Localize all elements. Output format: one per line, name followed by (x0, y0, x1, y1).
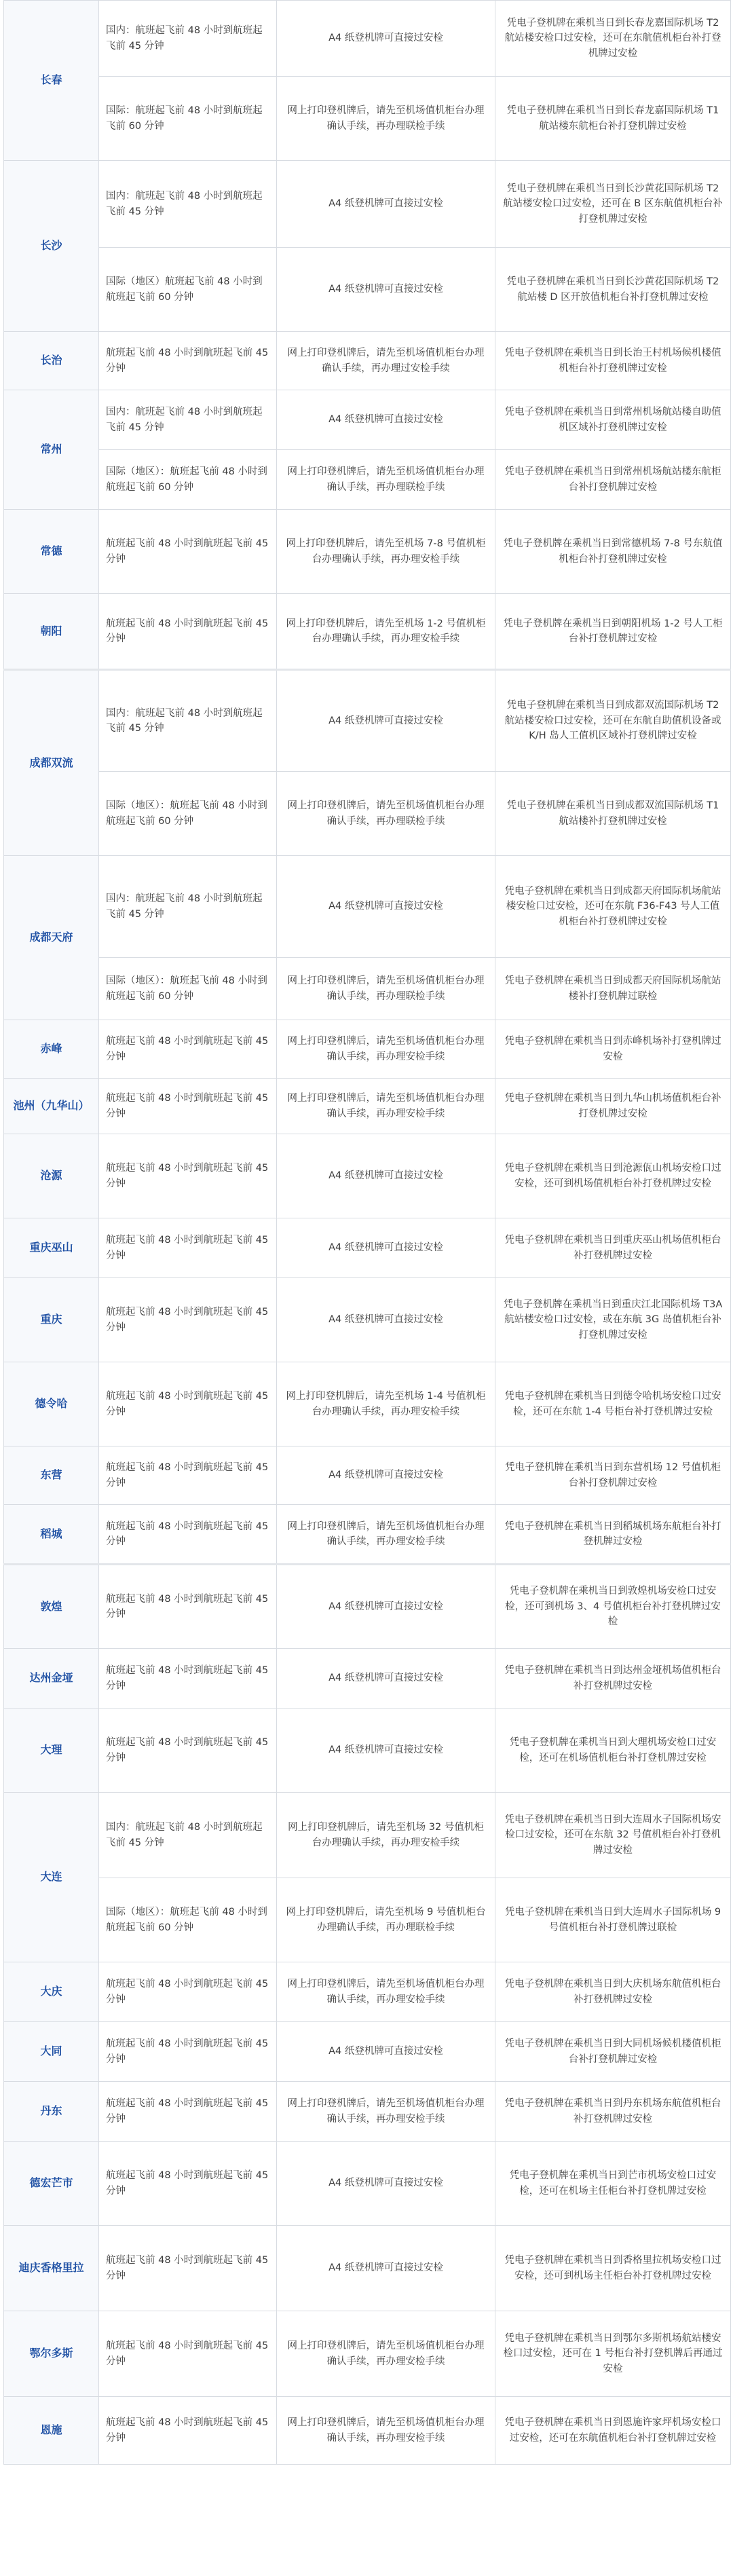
print-rule-cell: A4 纸登机牌可直接过安检 (277, 1134, 495, 1218)
table-row (4, 856, 731, 958)
print-rule-cell: A4 纸登机牌可直接过安检 (277, 1278, 495, 1362)
table-row (4, 2082, 731, 2142)
boarding-pass-cell: 凭电子登机牌在乘机当日到长沙黄花国际机场 T2 航站楼 D 区开放值机柜台补打登机牌过安检 (495, 248, 731, 332)
checkin-time-cell: 航班起飞前 48 小时到航班起飞前 45 分钟 (99, 1079, 277, 1134)
boarding-pass-cell: 凭电子登机牌在乘机当日到沧源佤山机场安检口过安检，还可到机场值机柜台补打登机牌过安检 (495, 1134, 731, 1218)
boarding-pass-cell: 凭电子登机牌在乘机当日到敦煌机场安检口过安检，还可到机场 3、4 号值机柜台补打登机牌过安检 (495, 1565, 731, 1649)
print-rule-cell: A4 纸登机牌可直接过安检 (277, 670, 495, 772)
table-row (4, 2311, 731, 2397)
boarding-pass-cell: 凭电子登机牌在乘机当日到大同机场候机楼值机柜台补打登机牌过安检 (495, 2022, 731, 2082)
table-row (4, 1278, 731, 1362)
boarding-pass-cell: 凭电子登机牌在乘机当日到成都双流国际机场 T2 航站楼安检口过安检，还可在东航自助值机设备或 K/H 岛人工值机区域补打登机牌过安检 (495, 670, 731, 772)
table-row (4, 390, 731, 450)
city-cell: 长春 (4, 1, 99, 161)
table-body (4, 1, 731, 2465)
boarding-pass-cell: 凭电子登机牌在乘机当日到东营机场 12 号值机柜台补打登机牌过安检 (495, 1446, 731, 1505)
city-cell: 大理 (4, 1709, 99, 1793)
table-row (4, 1649, 731, 1709)
city-cell: 德宏芒市 (4, 2142, 99, 2226)
print-rule-cell: A4 纸登机牌可直接过安检 (277, 390, 495, 450)
city-cell: 德令哈 (4, 1362, 99, 1446)
checkin-time-cell: 航班起飞前 48 小时到航班起飞前 45 分钟 (99, 1278, 277, 1362)
print-rule-cell: 网上打印登机牌后，请先至机场 32 号值机柜台办理确认手续，再办理安检手续 (277, 1793, 495, 1878)
city-cell: 稻城 (4, 1505, 99, 1565)
boarding-pass-cell: 凭电子登机牌在乘机当日到常德机场 7-8 号东航值机柜台补打登机牌过安检 (495, 510, 731, 594)
table-row (4, 510, 731, 594)
table-row (4, 2397, 731, 2465)
table-row (4, 772, 731, 856)
table-row (4, 1079, 731, 1134)
checkin-time-cell: 航班起飞前 48 小时到航班起飞前 45 分钟 (99, 1134, 277, 1218)
boarding-pass-cell: 凭电子登机牌在乘机当日到赤峰机场补打登机牌过安检 (495, 1020, 731, 1079)
table-row (4, 1962, 731, 2022)
city-cell: 长治 (4, 332, 99, 390)
boarding-pass-cell: 凭电子登机牌在乘机当日到恩施许家坪机场安检口过安检，还可在东航值机柜台补打登机牌过安检 (495, 2397, 731, 2465)
print-rule-cell: A4 纸登机牌可直接过安检 (277, 1218, 495, 1278)
city-cell: 大连 (4, 1793, 99, 1962)
table-row (4, 1020, 731, 1079)
print-rule-cell: 网上打印登机牌后，请先至机场值机柜台办理确认手续，再办理安检手续 (277, 2397, 495, 2465)
checkin-time-cell: 国内：航班起飞前 48 小时到航班起飞前 45 分钟 (99, 670, 277, 772)
boarding-pass-cell: 凭电子登机牌在乘机当日到鄂尔多斯机场航站楼安检口过安检，还可在 1 号柜台补打登机牌后再通过安检 (495, 2311, 731, 2397)
table-row (4, 248, 731, 332)
boarding-pass-cell: 凭电子登机牌在乘机当日到成都天府国际机场航站楼安检口过安检，还可在东航 F36-F43 号人工值机柜台补打登机牌过安检 (495, 856, 731, 958)
boarding-pass-cell: 凭电子登机牌在乘机当日到长沙黄花国际机场 T2 航站楼安检口过安检，还可在 B 区东航值机柜台补打登机牌过安检 (495, 161, 731, 248)
checkin-time-cell: 航班起飞前 48 小时到航班起飞前 45 分钟 (99, 1962, 277, 2022)
table-row (4, 670, 731, 772)
table-row (4, 1793, 731, 1878)
city-cell: 成都双流 (4, 670, 99, 856)
checkin-time-cell: 航班起飞前 48 小时到航班起飞前 45 分钟 (99, 2142, 277, 2226)
checkin-time-cell: 航班起飞前 48 小时到航班起飞前 45 分钟 (99, 1218, 277, 1278)
print-rule-cell: A4 纸登机牌可直接过安检 (277, 2226, 495, 2311)
city-cell: 重庆 (4, 1278, 99, 1362)
boarding-pass-cell: 凭电子登机牌在乘机当日到香格里拉机场安检口过安检，还可到机场主任柜台补打登机牌过安检 (495, 2226, 731, 2311)
print-rule-cell: 网上打印登机牌后，请先至机场值机柜台办理确认手续，再办理联检手续 (277, 772, 495, 856)
print-rule-cell: A4 纸登机牌可直接过安检 (277, 161, 495, 248)
checkin-time-cell: 航班起飞前 48 小时到航班起飞前 45 分钟 (99, 2397, 277, 2465)
boarding-pass-cell: 凭电子登机牌在乘机当日到大连周水子国际机场 9 号值机柜台补打登机牌过联检 (495, 1878, 731, 1962)
city-cell: 朝阳 (4, 594, 99, 670)
checkin-time-cell: 国内：航班起飞前 48 小时到航班起飞前 45 分钟 (99, 856, 277, 958)
city-cell: 成都天府 (4, 856, 99, 1020)
table-row (4, 2022, 731, 2082)
boarding-pass-cell: 凭电子登机牌在乘机当日到长春龙嘉国际机场 T2 航站楼安检口过安检，还可在东航值机柜台补打登机牌过安检 (495, 1, 731, 77)
table-row (4, 1362, 731, 1446)
boarding-pass-cell: 凭电子登机牌在乘机当日到长春龙嘉国际机场 T1 航站楼东航柜台补打登机牌过安检 (495, 77, 731, 161)
checkin-time-cell: 航班起飞前 48 小时到航班起飞前 45 分钟 (99, 1505, 277, 1565)
city-cell: 鄂尔多斯 (4, 2311, 99, 2397)
table-row (4, 1565, 731, 1649)
boarding-pass-cell: 凭电子登机牌在乘机当日到德令哈机场安检口过安检，还可在东航 1-4 号柜台补打登机牌过安检 (495, 1362, 731, 1446)
table-row (4, 2142, 731, 2226)
checkin-time-cell: 航班起飞前 48 小时到航班起飞前 45 分钟 (99, 1446, 277, 1505)
table-row (4, 77, 731, 161)
checkin-time-cell: 航班起飞前 48 小时到航班起飞前 45 分钟 (99, 332, 277, 390)
print-rule-cell: 网上打印登机牌后，请先至机场 1-2 号值机柜台办理确认手续，再办理安检手续 (277, 594, 495, 670)
print-rule-cell: A4 纸登机牌可直接过安检 (277, 1565, 495, 1649)
print-rule-cell: 网上打印登机牌后，请先至机场值机柜台办理确认手续，再办理安检手续 (277, 1079, 495, 1134)
checkin-time-cell: 国内：航班起飞前 48 小时到航班起飞前 45 分钟 (99, 1, 277, 77)
table-row (4, 2226, 731, 2311)
checkin-time-cell: 国际（地区）：航班起飞前 48 小时到航班起飞前 60 分钟 (99, 958, 277, 1020)
table-row (4, 1709, 731, 1793)
checkin-time-cell: 航班起飞前 48 小时到航班起飞前 45 分钟 (99, 2311, 277, 2397)
city-cell: 长沙 (4, 161, 99, 332)
city-cell: 赤峰 (4, 1020, 99, 1079)
checkin-time-cell: 国际（地区）：航班起飞前 48 小时到航班起飞前 60 分钟 (99, 772, 277, 856)
checkin-time-cell: 航班起飞前 48 小时到航班起飞前 45 分钟 (99, 1565, 277, 1649)
city-cell: 丹东 (4, 2082, 99, 2142)
online-checkin-table (3, 0, 731, 2465)
table-row (4, 1505, 731, 1565)
city-cell: 池州（九华山） (4, 1079, 99, 1134)
print-rule-cell: 网上打印登机牌后，请先至机场值机柜台办理确认手续，再办理安检手续 (277, 1020, 495, 1079)
table-row (4, 1134, 731, 1218)
print-rule-cell: 网上打印登机牌后，请先至机场值机柜台办理确认手续，再办理安检手续 (277, 1505, 495, 1565)
print-rule-cell: 网上打印登机牌后，请先至机场值机柜台办理确认手续，再办理联检手续 (277, 958, 495, 1020)
table-row (4, 161, 731, 248)
table-row (4, 1446, 731, 1505)
table-row (4, 450, 731, 510)
checkin-time-cell: 航班起飞前 48 小时到航班起飞前 45 分钟 (99, 2082, 277, 2142)
checkin-time-cell: 航班起飞前 48 小时到航班起飞前 45 分钟 (99, 1362, 277, 1446)
print-rule-cell: 网上打印登机牌后，请先至机场值机柜台办理确认手续，再办理安检手续 (277, 1962, 495, 2022)
boarding-pass-cell: 凭电子登机牌在乘机当日到大庆机场东航值机柜台补打登机牌过安检 (495, 1962, 731, 2022)
table-row (4, 594, 731, 670)
city-cell: 常州 (4, 390, 99, 510)
print-rule-cell: 网上打印登机牌后，请先至机场值机柜台办理确认手续，再办理安检手续 (277, 2082, 495, 2142)
checkin-time-cell: 航班起飞前 48 小时到航班起飞前 45 分钟 (99, 594, 277, 670)
checkin-time-cell: 国内：航班起飞前 48 小时到航班起飞前 45 分钟 (99, 390, 277, 450)
print-rule-cell: A4 纸登机牌可直接过安检 (277, 1446, 495, 1505)
print-rule-cell: 网上打印登机牌后，请先至机场值机柜台办理确认手续，再办理联检手续 (277, 77, 495, 161)
print-rule-cell: A4 纸登机牌可直接过安检 (277, 2142, 495, 2226)
print-rule-cell: 网上打印登机牌后，请先至机场值机柜台办理确认手续，再办理安检手续 (277, 2311, 495, 2397)
checkin-time-cell: 航班起飞前 48 小时到航班起飞前 45 分钟 (99, 2226, 277, 2311)
city-cell: 常德 (4, 510, 99, 594)
city-cell: 东营 (4, 1446, 99, 1505)
print-rule-cell: A4 纸登机牌可直接过安检 (277, 1649, 495, 1709)
city-cell: 敦煌 (4, 1565, 99, 1649)
boarding-pass-cell: 凭电子登机牌在乘机当日到常州机场航站楼东航柜台补打登机牌过安检 (495, 450, 731, 510)
boarding-pass-cell: 凭电子登机牌在乘机当日到重庆巫山机场值机柜台补打登机牌过安检 (495, 1218, 731, 1278)
city-cell: 恩施 (4, 2397, 99, 2465)
print-rule-cell: 网上打印登机牌后，请先至机场 7-8 号值机柜台办理确认手续，再办理安检手续 (277, 510, 495, 594)
print-rule-cell: A4 纸登机牌可直接过安检 (277, 1, 495, 77)
print-rule-cell: 网上打印登机牌后，请先至机场值机柜台办理确认手续，再办理过安检手续 (277, 332, 495, 390)
boarding-pass-cell: 凭电子登机牌在乘机当日到稻城机场东航柜台补打登机牌过安检 (495, 1505, 731, 1565)
boarding-pass-cell: 凭电子登机牌在乘机当日到成都双流国际机场 T1 航站楼补打登机牌过安检 (495, 772, 731, 856)
boarding-pass-cell: 凭电子登机牌在乘机当日到长治王村机场候机楼值机柜台补打登机牌过安检 (495, 332, 731, 390)
table-row (4, 1218, 731, 1278)
table-row (4, 958, 731, 1020)
checkin-time-cell: 航班起飞前 48 小时到航班起飞前 45 分钟 (99, 510, 277, 594)
city-cell: 沧源 (4, 1134, 99, 1218)
print-rule-cell: 网上打印登机牌后，请先至机场 1-4 号值机柜台办理确认手续，再办理安检手续 (277, 1362, 495, 1446)
city-cell: 重庆巫山 (4, 1218, 99, 1278)
print-rule-cell: A4 纸登机牌可直接过安检 (277, 2022, 495, 2082)
boarding-pass-cell: 凭电子登机牌在乘机当日到常州机场航站楼自助值机区域补打登机牌过安检 (495, 390, 731, 450)
boarding-pass-cell: 凭电子登机牌在乘机当日到九华山机场值机柜台补打登机牌过安检 (495, 1079, 731, 1134)
boarding-pass-cell: 凭电子登机牌在乘机当日到达州金垭机场值机柜台补打登机牌过安检 (495, 1649, 731, 1709)
table-row (4, 1, 731, 77)
checkin-time-cell: 航班起飞前 48 小时到航班起飞前 45 分钟 (99, 1020, 277, 1079)
checkin-time-cell: 航班起飞前 48 小时到航班起飞前 45 分钟 (99, 1649, 277, 1709)
checkin-time-cell: 航班起飞前 48 小时到航班起飞前 45 分钟 (99, 2022, 277, 2082)
city-cell: 大庆 (4, 1962, 99, 2022)
print-rule-cell: A4 纸登机牌可直接过安检 (277, 1709, 495, 1793)
boarding-pass-cell: 凭电子登机牌在乘机当日到重庆江北国际机场 T3A 航站楼安检口过安检，或在东航 3G 岛值机柜台补打登机牌过安检 (495, 1278, 731, 1362)
city-cell: 迪庆香格里拉 (4, 2226, 99, 2311)
print-rule-cell: 网上打印登机牌后，请先至机场 9 号值机柜台办理确认手续，再办理联检手续 (277, 1878, 495, 1962)
boarding-pass-cell: 凭电子登机牌在乘机当日到成都天府国际机场航站楼补打登机牌过联检 (495, 958, 731, 1020)
city-cell: 达州金垭 (4, 1649, 99, 1709)
print-rule-cell: A4 纸登机牌可直接过安检 (277, 856, 495, 958)
checkin-time-cell: 航班起飞前 48 小时到航班起飞前 45 分钟 (99, 1709, 277, 1793)
checkin-time-cell: 国际（地区）：航班起飞前 48 小时到航班起飞前 60 分钟 (99, 1878, 277, 1962)
city-cell: 大同 (4, 2022, 99, 2082)
checkin-time-cell: 国内：航班起飞前 48 小时到航班起飞前 45 分钟 (99, 1793, 277, 1878)
boarding-pass-cell: 凭电子登机牌在乘机当日到大连周水子国际机场安检口过安检，还可在东航 32 号值机柜台补打登机牌过安检 (495, 1793, 731, 1878)
checkin-time-cell: 国际：航班起飞前 48 小时到航班起飞前 60 分钟 (99, 77, 277, 161)
print-rule-cell: 网上打印登机牌后，请先至机场值机柜台办理确认手续，再办理联检手续 (277, 450, 495, 510)
checkin-time-cell: 国际（地区）：航班起飞前 48 小时到航班起飞前 60 分钟 (99, 450, 277, 510)
checkin-time-cell: 国际（地区）航班起飞前 48 小时到航班起飞前 60 分钟 (99, 248, 277, 332)
boarding-pass-cell: 凭电子登机牌在乘机当日到芒市机场安检口过安检，还可在机场主任柜台补打登机牌过安检 (495, 2142, 731, 2226)
table-row (4, 332, 731, 390)
checkin-time-cell: 国内：航班起飞前 48 小时到航班起飞前 45 分钟 (99, 161, 277, 248)
print-rule-cell: A4 纸登机牌可直接过安检 (277, 248, 495, 332)
boarding-pass-cell: 凭电子登机牌在乘机当日到丹东机场东航值机柜台补打登机牌过安检 (495, 2082, 731, 2142)
boarding-pass-cell: 凭电子登机牌在乘机当日到朝阳机场 1-2 号人工柜台补打登机牌过安检 (495, 594, 731, 670)
boarding-pass-cell: 凭电子登机牌在乘机当日到大理机场安检口过安检，还可在机场值机柜台补打登机牌过安检 (495, 1709, 731, 1793)
table-row (4, 1878, 731, 1962)
